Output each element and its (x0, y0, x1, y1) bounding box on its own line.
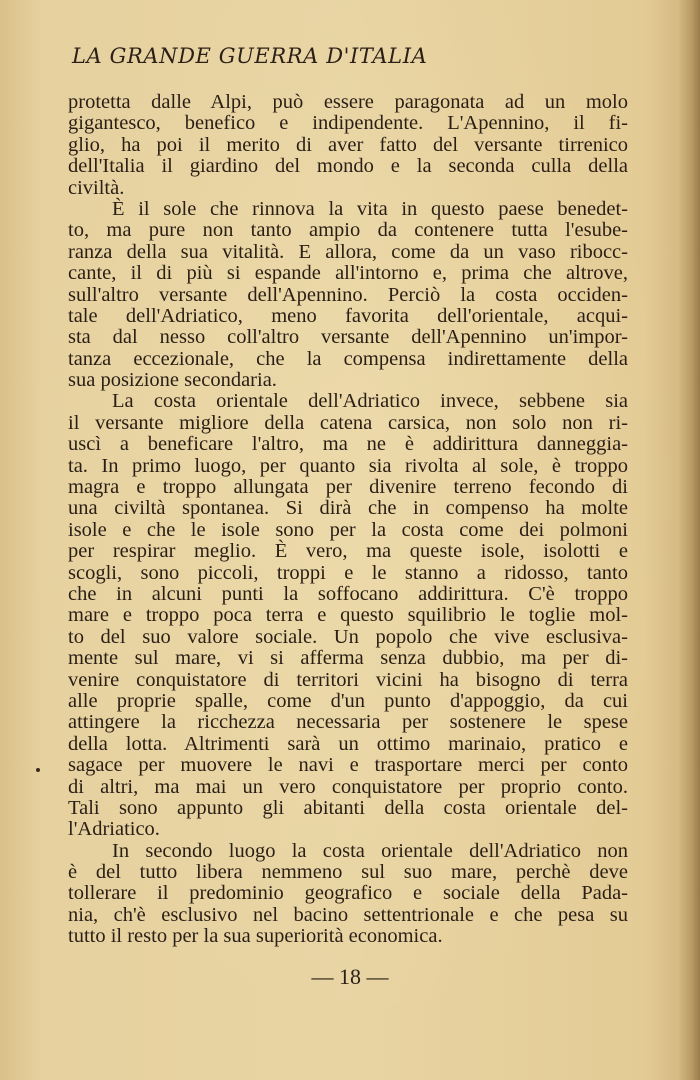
text-line: tale dell'Adriatico, meno favorita dell'orientale, acqui- (68, 304, 628, 327)
text-line: dell'Italia il giardino del mondo e la seconda culla della (68, 155, 628, 178)
text-line: nia, ch'è esclusivo nel bacino settentrionale e che pesa su (68, 903, 628, 926)
paragraph (68, 841, 628, 948)
text-line: che in alcuni punti la soffocano addirittura. C'è troppo (68, 582, 628, 605)
paragraph (68, 92, 628, 199)
text-line: gigantesco, benefico e indipendente. L'Apennino, il fi- (68, 112, 628, 135)
text-line: civiltà. (68, 176, 125, 199)
text-line: una civiltà spontanea. Si dirà che in compenso ha molte (68, 497, 628, 520)
text-line: uscì a beneficare l'altro, ma ne è addirittura danneggia- (68, 433, 628, 456)
text-line: della lotta. Altrimenti sarà un ottimo marinaio, pratico e (68, 732, 628, 755)
text-line: sua posizione secondaria. (68, 369, 277, 392)
text-line: è del tutto libera nemmeno sul suo mare, perchè deve (68, 861, 628, 884)
text-line: magra e troppo allungata per divenire terreno fecondo di (68, 476, 628, 499)
running-head: LA GRANDE GUERRA D'ITALIA (72, 44, 428, 68)
text-line: isole e che le isole sono per la costa come dei polmoni (68, 518, 628, 541)
text-line: l'Adriatico. (68, 818, 160, 841)
text-line: cante, il di più si espande all'intorno e, prima che altrove, (68, 262, 628, 285)
text-line: glio, ha poi il merito di aver fatto del versante tirrenico (68, 133, 628, 156)
text-line: sta dal nesso coll'altro versante dell'Apennino un'impor- (68, 326, 628, 349)
text-line: per respirar meglio. È vero, ma queste isole, isolotti e (68, 540, 628, 563)
text-line: tollerare il predominio geografico e sociale della Pada- (68, 882, 628, 905)
text-line: il versante migliore della catena carsica, non solo non ri- (68, 411, 628, 434)
text-line: È il sole che rinnova la vita in questo paese benedet- (112, 197, 628, 220)
body-text (68, 92, 628, 948)
text-line: protetta dalle Alpi, può essere paragonata ad un molo (68, 91, 628, 113)
text-line: to, ma pure non tanto ampio da contenere tutta l'esube- (68, 219, 628, 242)
text-line: ta. In primo luogo, per quanto sia rivolta al sole, è troppo (68, 454, 628, 477)
text-line: Tali sono appunto gli abitanti della costa orientale del- (68, 796, 628, 819)
text-line: alle proprie spalle, come d'un punto d'appoggio, da cui (68, 689, 628, 712)
page-number: — 18 — (311, 964, 389, 989)
text-line: di altri, ma mai un vero conquistatore per proprio conto. (68, 775, 628, 798)
text-line: ranza della sua vitalità. E allora, come da un vaso ribocc- (68, 240, 628, 263)
text-line: tanza eccezionale, che la compensa indirettamente della (68, 347, 628, 370)
text-line: attingere la ricchezza necessaria per sostenere le spese (68, 711, 628, 734)
paragraph (68, 391, 628, 840)
text-line: to del suo valore sociale. Un popolo che vive esclusiva- (68, 625, 628, 648)
text-line: sagace per muovere le navi e trasportare merci per conto (68, 754, 628, 777)
text-line: sull'altro versante dell'Apennino. Perciò la costa occiden- (68, 283, 628, 306)
text-line: mare e troppo poca terra e questo squilibrio le toglie mol- (68, 604, 628, 627)
text-line: venire conquistatore di territori vicini ha bisogno di terra (68, 668, 628, 691)
page-edge-shadow (678, 0, 700, 1080)
text-line: La costa orientale dell'Adriatico invece, sebbene sia (112, 390, 628, 413)
paragraph (68, 199, 628, 392)
text-line: tutto il resto per la sua superiorità economica. (68, 925, 443, 948)
text-line: mente sul mare, vi si afferma senza dubbio, ma per di- (68, 647, 628, 670)
ink-speck (36, 768, 40, 772)
text-line: In secondo luogo la costa orientale dell'Adriatico non (112, 839, 628, 862)
text-line: scogli, sono piccoli, troppi e le stanno a ridosso, tanto (68, 561, 628, 584)
